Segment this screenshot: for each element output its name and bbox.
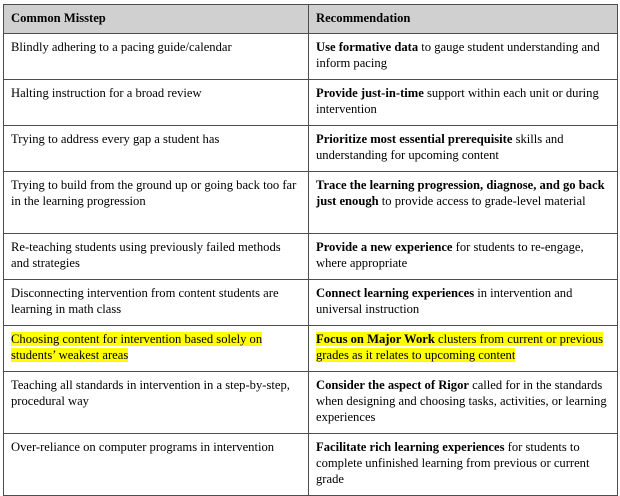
recommendation-bold: Focus on Major Work (316, 332, 435, 346)
misstep-cell (4, 326, 309, 372)
recommendation-cell (309, 326, 618, 372)
recommendation-cell (309, 34, 618, 80)
recommendation-text: for students to complete unfinished learning from previous or current grade (316, 440, 590, 486)
recommendation-text: to provide access to grade-level material (378, 194, 586, 208)
header-row (4, 5, 618, 34)
misstep-cell (4, 80, 309, 126)
recommendation-text: called for in the standards when designing and choosing tasks, activities, or learning experiences (316, 378, 607, 424)
misstep-text: Teaching all standards in intervention in a step-by-step, procedural way (11, 378, 290, 408)
misstep-cell (4, 280, 309, 326)
recommendation-bold: Trace the learning progression, diagnose, and go back just enough (316, 178, 605, 208)
misstep-text: Disconnecting intervention from content students are learning in math class (11, 286, 279, 316)
recommendation-bold: Consider the aspect of Rigor (316, 378, 469, 392)
misstep-text: Choosing content for intervention based solely on students’ weakest areas (11, 332, 263, 362)
missteps-table (3, 4, 618, 496)
recommendation-bold: Provide a new experience (316, 240, 453, 254)
table-row (4, 434, 618, 496)
misstep-cell (4, 34, 309, 80)
recommendation-text: skills and understanding for upcoming content (316, 132, 564, 162)
misstep-cell (4, 372, 309, 434)
recommendation-cell (309, 234, 618, 280)
header-misstep: Common Misstep (4, 5, 309, 34)
recommendation-bold: Provide just-in-time (316, 86, 424, 100)
recommendation-text: in intervention and universal instruction (316, 286, 573, 316)
recommendation-cell (309, 280, 618, 326)
misstep-text: Blindly adhering to a pacing guide/calendar (11, 40, 232, 54)
recommendation-cell (309, 372, 618, 434)
misstep-text: Re-teaching students using previously failed methods and strategies (11, 240, 281, 270)
recommendation-bold: Connect learning experiences (316, 286, 475, 300)
table-row (4, 280, 618, 326)
table-row (4, 172, 618, 234)
recommendation-text: clusters from current or previous grades as it relates to upcoming content (316, 332, 604, 362)
table-row (4, 372, 618, 434)
recommendation-text: to gauge student understanding and inform pacing (316, 40, 600, 70)
recommendation-highlight (316, 332, 603, 362)
recommendation-text: for students to re-engage, where appropriate (316, 240, 584, 270)
recommendation-cell (309, 172, 618, 234)
misstep-text: Over-reliance on computer programs in intervention (11, 440, 275, 454)
table-row (4, 34, 618, 80)
recommendation-cell (309, 434, 618, 496)
table-row (4, 126, 618, 172)
misstep-cell (4, 234, 309, 280)
table-row-highlighted (4, 326, 618, 372)
recommendation-bold: Prioritize most essential prerequisite (316, 132, 513, 146)
misstep-text: Halting instruction for a broad review (11, 86, 202, 100)
table-row (4, 80, 618, 126)
table-row (4, 234, 618, 280)
header-recommendation: Recommendation (309, 5, 618, 34)
recommendation-bold: Facilitate rich learning experiences (316, 440, 505, 454)
recommendation-bold: Use formative data (316, 40, 419, 54)
misstep-text: Trying to build from the ground up or going back too far in the learning progression (11, 178, 297, 208)
recommendation-text: support within each unit or during intervention (316, 86, 599, 116)
misstep-text: Trying to address every gap a student has (11, 132, 220, 146)
recommendation-cell (309, 80, 618, 126)
misstep-cell (4, 126, 309, 172)
misstep-cell (4, 172, 309, 234)
recommendation-cell (309, 126, 618, 172)
misstep-cell (4, 434, 309, 496)
